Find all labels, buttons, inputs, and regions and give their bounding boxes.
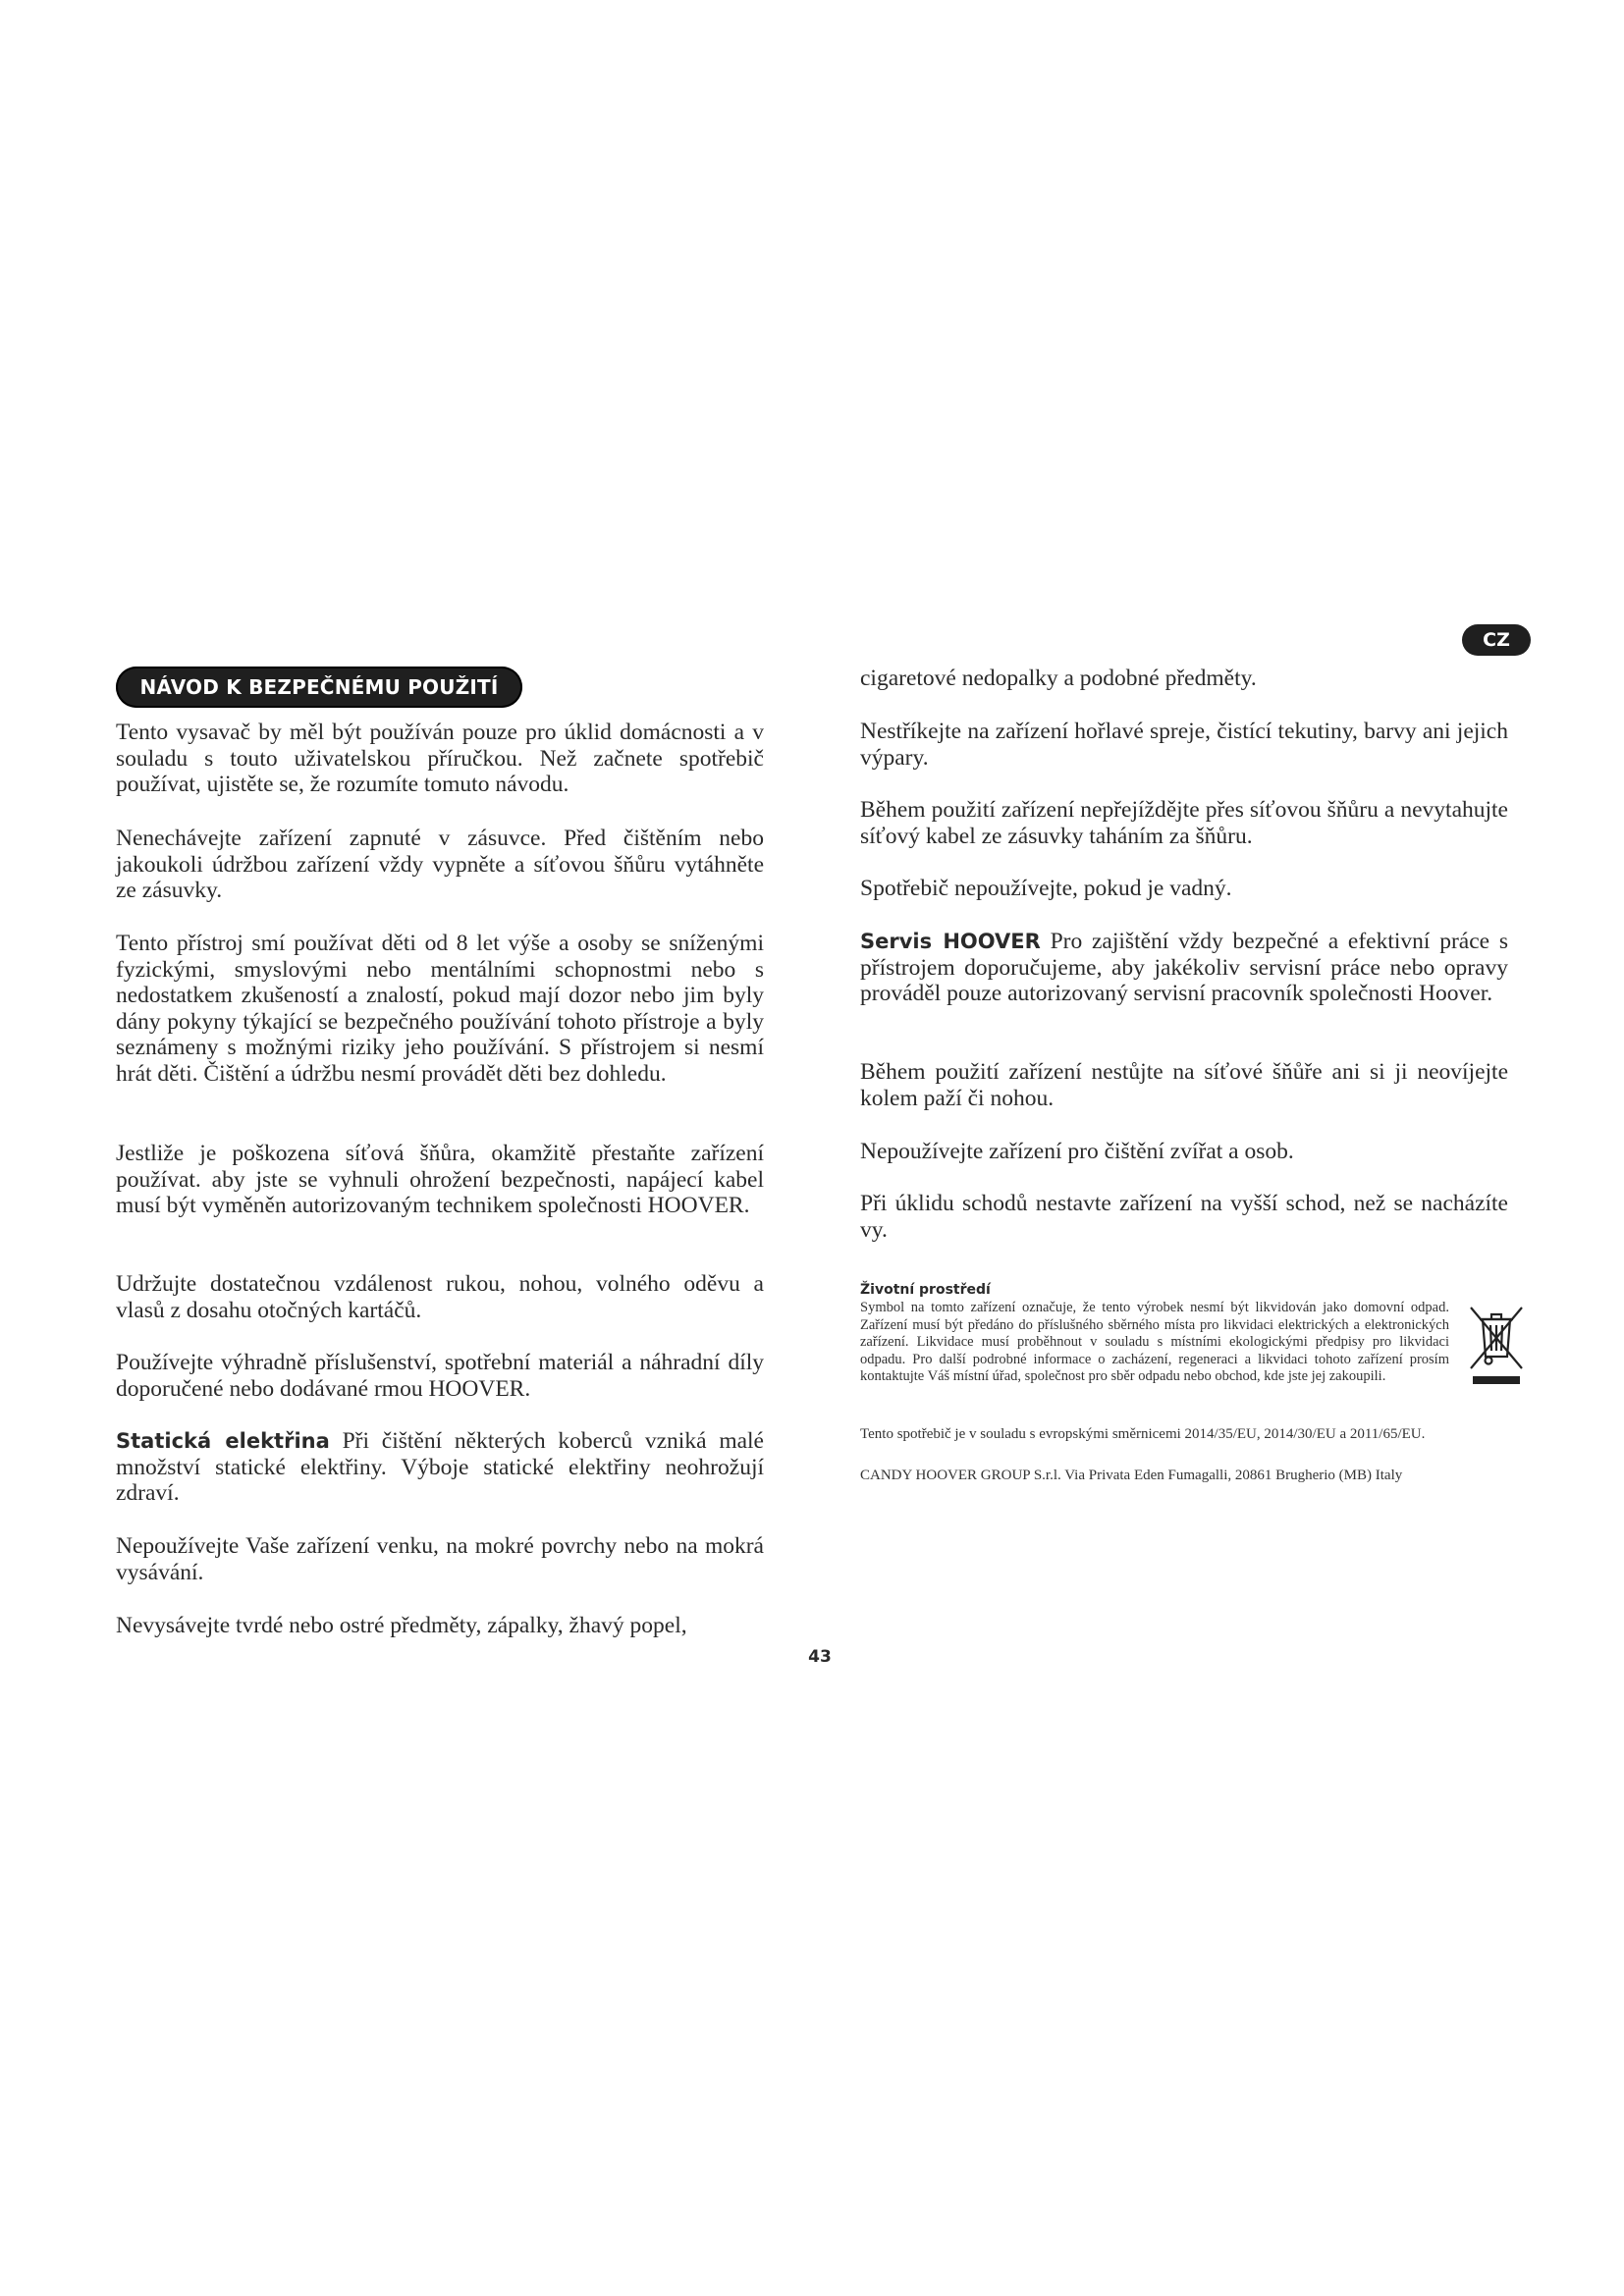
paragraph-unplug: Nenechávejte zařízení zapnuté v zásuvce. Před čištěním nebo jakoukoli údržbou zařízení vždy vypněte a síťovou šňůru vytáhněte ze zásuvky. — [116, 826, 764, 903]
paragraph-children: Tento přístroj smí používat děti od 8 let výše a osoby se sníženými fyzickými, smyslovými nebo mentálními schopnostmi nebo s nedostatkem zkušeností a znalostí, pokud mají dozor nebo jim byly dány pokyny týkající se bezpečného používání tohoto přístroje a byly seznámeny s možnými riziky jeho používání. S přístrojem si nesmí hrát děti. Čištění a údržbu nesmí provádět děti bez dohledu. — [116, 931, 764, 1087]
paragraph-stairs: Při úklidu schodů nestavte zařízení na vyšší schod, než se nacházíte vy. — [860, 1191, 1508, 1243]
paragraph-animals: Nepoužívejte zařízení pro čištění zvířat a osob. — [860, 1139, 1294, 1164]
environment-title: Životní prostředí — [860, 1282, 991, 1298]
paragraph-stand-on-cord: Během použití zařízení nestůjte na síťové šňůře ani si ji neovíjejte kolem paží či nohou. — [860, 1059, 1508, 1111]
static-heading: Statická elektřina — [116, 1429, 330, 1453]
service-heading: Servis HOOVER — [860, 930, 1041, 953]
paragraph-faulty: Spotřebič nepoužívejte, pokud je vadný. — [860, 876, 1232, 901]
paragraph-sprays: Nestříkejte na zařízení hořlavé spreje, čistící tekutiny, barvy ani jejich výpary. — [860, 719, 1508, 771]
service-text: Pro zajištění vždy bezpečné a efektivní práce s přístrojem doporučujeme, aby jakékoliv servisní práce nebo opravy prováděl pouze autorizovaný servisní pracovník společnosti Hoover. — [860, 929, 1509, 1006]
company-address: CANDY HOOVER GROUP S.r.l. Via Privata Eden Fumagalli, 20861 Brugherio (MB) Italy — [860, 1468, 1403, 1483]
language-badge: CZ — [1462, 624, 1531, 656]
page-number: 43 — [808, 1647, 832, 1667]
static-text: Při čištění některých koberců vzniká malé množství statické elektřiny. Výboje statické elektřiny neohrožují zdraví. — [116, 1428, 764, 1506]
crossed-out-wheelie-bin-icon — [1465, 1300, 1528, 1386]
paragraph-service — [860, 929, 1508, 1007]
paragraph-cigarettes: cigaretové nedopalky a podobné předměty. — [860, 666, 1257, 691]
paragraph-static — [116, 1428, 764, 1507]
paragraph-cord-use: Během použití zařízení nepřejíždějte přes síťovou šňůru a nevytahujte síťový kabel ze zásuvky taháním za šňůru. — [860, 797, 1508, 849]
environment-text: Symbol na tomto zařízení označuje, že tento výrobek nesmí být likvidován jako domovní odpad. Zařízení musí být předáno do příslušného sběrného místa pro likvidaci elektrických a elektronických zařízení. Likvidace musí proběhnout v souladu s místními ekologickými předpisy pro likvidaci odpadu. Pro další podrobné informace o zacházení, regeneraci a likvidaci tohoto zařízení prosím kontaktujte Váš místní úřad, společnost pro sběr odpadu nebo obchod, kde jste jej zakoupili. — [860, 1300, 1449, 1385]
directives-text: Tento spotřebič je v souladu s evropskými směrnicemi 2014/35/EU, 2014/30/EU a 2011/65/EU. — [860, 1426, 1426, 1442]
paragraph-hard-objects: Nevysávejte tvrdé nebo ostré předměty, zápalky, žhavý popel, — [116, 1613, 687, 1638]
paragraph-damaged-cord: Jestliže je poškozena síťová šňůra, okamžitě přestaňte zařízení používat. aby jste se vyhnuli ohrožení bezpečnosti, napájecí kabel musí být vyměněn autorizovaným technikem společnosti HOOVER. — [116, 1141, 764, 1218]
paragraph-intended-use: Tento vysavač by měl být používán pouze pro úklid domácnosti a v souladu s touto uživatelskou příručkou. Než začnete spotřebič používat, ujistěte se, že rozumíte tomuto návodu. — [116, 720, 764, 797]
paragraph-outdoor: Nepoužívejte Vaše zařízení venku, na mokré povrchy nebo na mokrá vysávání. — [116, 1533, 764, 1585]
paragraph-accessories: Používejte výhradně příslušenství, spotřební materiál a náhradní díly doporučené nebo dodávané rmou HOOVER. — [116, 1350, 764, 1402]
section-title: NÁVOD K BEZPEČNÉMU POUŽITÍ — [116, 667, 522, 708]
paragraph-brushes: Udržujte dostatečnou vzdálenost rukou, nohou, volného oděvu a vlasů z dosahu otočných kartáčů. — [116, 1271, 764, 1323]
